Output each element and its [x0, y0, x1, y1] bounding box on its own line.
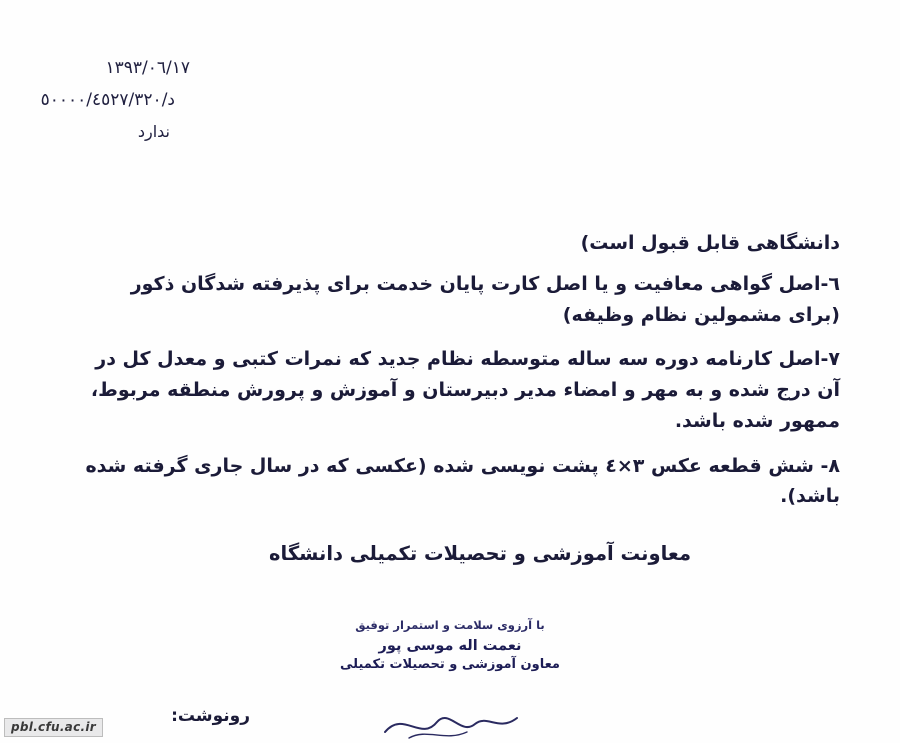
site-watermark: pbl.cfu.ac.ir — [4, 718, 103, 737]
body-paragraph: ٧-اصل کارنامه دوره سه ساله متوسطه نظام جدید که نمرات کتبی و معدل کل در آن درج شده و به مهر و امضاء مدیر دبیرستان و آموزش و پرورش منطقه مربوط، ممهور شده باشد. — [90, 348, 840, 432]
body-paragraph: دانشگاهی قابل قبول است) — [580, 232, 840, 254]
body-closing-line: معاونت آموزشی و تحصیلات تکمیلی دانشگاه — [268, 542, 692, 566]
document-body — [80, 228, 840, 565]
body-paragraph: ٦-اصل گواهی معافیت و یا اصل کارت پایان خدمت برای پذیرفته شدگان ذکور (برای مشمولین نظام وظیفه) — [130, 272, 840, 326]
signature-name: نعمت اله موسی پور — [378, 638, 522, 654]
handwritten-signature-icon — [375, 702, 525, 746]
body-paragraph: ٨- شش قطعه عکس ٣×٤ پشت نویسی شده (عکسی که در سال جاری گرفته شده باشد). — [85, 454, 840, 508]
document-reference-number: د/٥٠٠٠٠/٤٥٢٧/٣٢٠ — [40, 90, 175, 110]
signature-title: معاون آموزشی و تحصیلات تکمیلی — [340, 657, 560, 672]
document-date: ١٣٩٣/٠٦/١٧ — [105, 58, 190, 78]
signature-block — [0, 618, 900, 672]
signature-wish: با آرزوی سلامت و استمرار توفیق — [355, 618, 545, 632]
copy-to-label: رونوشت: — [171, 706, 250, 726]
document-attachment: ندارد — [137, 122, 170, 141]
document-header — [0, 58, 320, 141]
